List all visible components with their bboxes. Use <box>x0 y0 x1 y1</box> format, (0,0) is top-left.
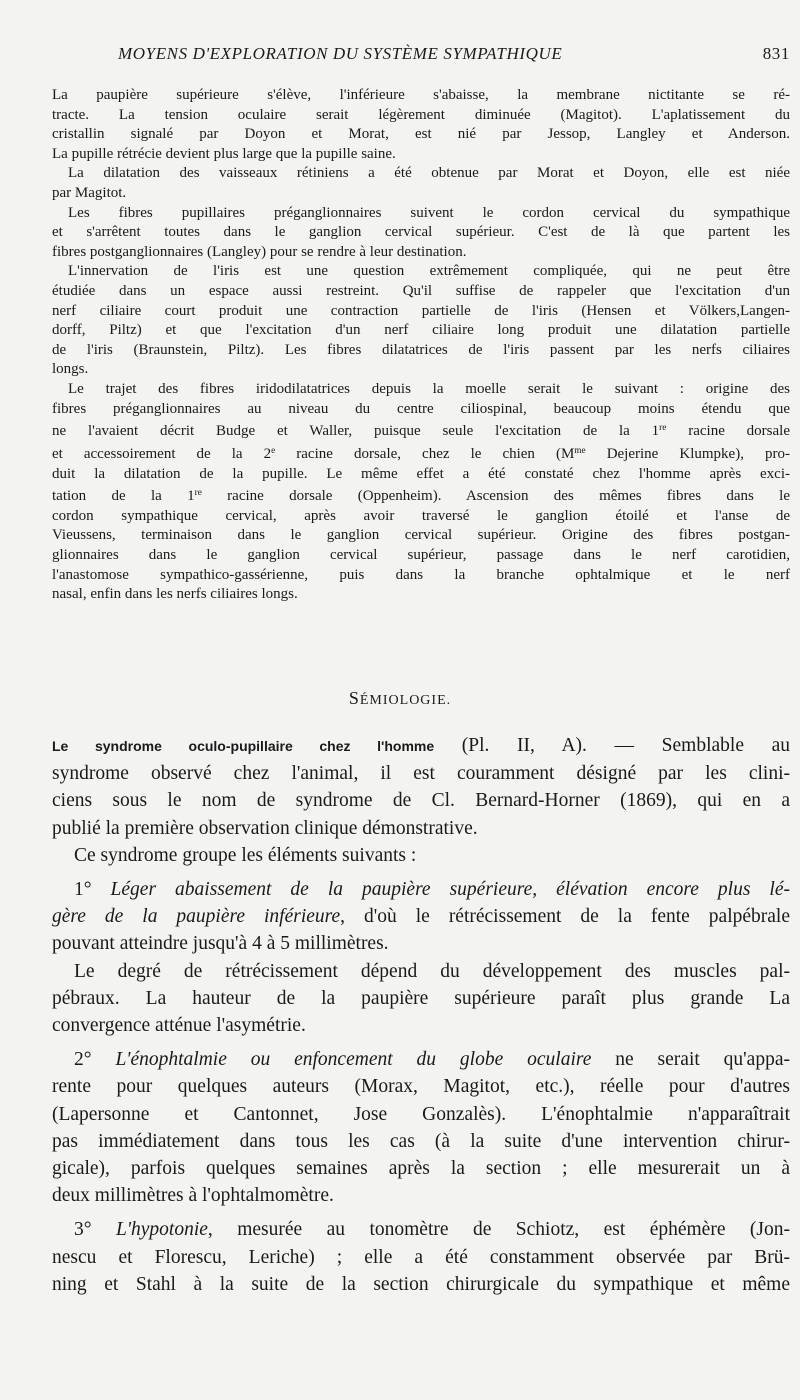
text-segment: 3° <box>74 1219 116 1241</box>
text-line <box>52 1046 790 1073</box>
italic-text: L'énophtalmie ou enfoncement du globe oculaire <box>115 1049 592 1071</box>
text-segment: et s'arrêtent toutes dans le ganglion cervical supérieur. C'est de là que partent les <box>52 224 790 241</box>
text-line <box>52 1012 790 1039</box>
text-line <box>52 985 790 1012</box>
text-segment: dorff, Piltz) et que l'excitation d'un nerf ciliaire long produit une dilatation partielle <box>52 322 790 339</box>
text-segment: étudiée dans un espace aussi restreint. Qu'il suffise de rappeler que l'excitation d'un <box>52 282 790 299</box>
text-segment: Ce syndrome groupe les éléments suivants : <box>74 844 417 866</box>
text-segment: nasal, enfin dans les nerfs ciliaires longs. <box>52 586 298 603</box>
superscript: re <box>659 423 667 434</box>
text-line <box>52 321 790 341</box>
superscript: re <box>194 488 202 499</box>
text-segment: cordon sympathique cervical, après avoir traversé le ganglion étoilé et l'anse de <box>52 507 790 524</box>
text-segment: deux millimètres à l'ophtalmomètre. <box>52 1185 334 1207</box>
text-segment: glionnaires dans le ganglion cervical supérieur, passage dans le nerf carotidien, <box>52 546 790 563</box>
text-line <box>52 1128 790 1155</box>
text-segment: et accessoirement de la 2 <box>52 445 272 462</box>
italic-text: L'hypotonie <box>115 1219 208 1241</box>
text-segment: fibres postganglionnaires (Langley) pour se rendre à leur destination. <box>52 243 467 260</box>
text-line <box>52 787 790 814</box>
text-segment: cristallin signalé par Doyon et Morat, est nié par Jessop, Langley et Anderson. <box>52 126 790 143</box>
text-line <box>52 842 790 869</box>
italic-text: Léger abaissement de la paupière supérieure, élévation encore plus lé- <box>110 879 790 901</box>
text-line <box>52 262 790 282</box>
text-segment: Dejerine Klumpke), pro- <box>585 445 790 462</box>
text-segment: ne l'avaient décrit Budge et Waller, puisque seule l'excitation de la 1 <box>52 423 660 440</box>
text-segment: rente pour quelques auteurs (Morax, Magitot, etc.), réelle pour d'autres <box>52 1076 790 1098</box>
bold-text: Le syndrome oculo-pupillaire chez l'homme <box>52 738 435 754</box>
text-line <box>52 341 790 361</box>
text-line <box>52 1244 790 1271</box>
superscript: e <box>271 445 276 456</box>
text-segment: La dilatation des vaisseaux rétiniens a été obtenue par Morat et Doyon, elle est niée <box>68 165 790 182</box>
text-line <box>52 106 790 126</box>
text-line <box>52 760 790 787</box>
text-segment: , mesurée au tonomètre de Schiotz, est éphémère (Jon- <box>207 1219 790 1241</box>
text-line <box>52 1101 790 1128</box>
text-segment: , d'où le rétrécissement de la fente palpébrale <box>340 906 790 928</box>
text-line <box>52 243 790 263</box>
text-segment: de l'iris (Braunstein, Piltz). Les fibres dilatatrices de l'iris passent par les nerfs ciliaires <box>52 341 790 358</box>
text-segment: (Pl. II, A). — Semblable au <box>434 735 790 756</box>
text-line <box>52 1155 790 1182</box>
text-segment: 1° <box>74 879 111 901</box>
text-line <box>52 86 790 106</box>
text-segment: ne serait qu'appa- <box>591 1049 790 1071</box>
text-line <box>52 282 790 302</box>
body-text-lower <box>52 732 790 1298</box>
text-line <box>52 302 790 322</box>
text-segment: nescu et Florescu, Leriche) ; elle a été constamment observée par Brü- <box>52 1246 790 1268</box>
text-line <box>52 1073 790 1100</box>
text-line <box>52 1216 790 1243</box>
text-line <box>52 184 790 204</box>
text-segment: pouvant atteindre jusqu'à 4 à 5 millimètres. <box>52 933 389 955</box>
text-line <box>52 360 790 380</box>
text-segment: La pupille rétrécie devient plus large que la pupille saine. <box>52 145 396 162</box>
body-text-upper <box>52 86 790 605</box>
text-segment: pas immédiatement dans tous les cas (à la suite d'une intervention chirur- <box>52 1130 790 1152</box>
text-line <box>52 145 790 165</box>
text-line <box>52 1271 790 1298</box>
text-segment: Vieussens, terminaison dans le ganglion cervical supérieur. Origine des fibres postgan- <box>52 527 790 544</box>
running-header <box>118 44 790 64</box>
text-line <box>52 484 790 507</box>
text-segment: Les fibres pupillaires préganglionnaires suivent le cordon cervical du sympathique <box>68 204 790 221</box>
text-line <box>52 442 790 465</box>
text-segment: La paupière supérieure s'élève, l'inférieure s'abaisse, la membrane nictitante se ré- <box>52 87 790 103</box>
text-segment: nerf ciliaire court produit une contraction partielle de l'iris (Hensen et Völkers,Langen- <box>52 302 790 319</box>
text-segment: publié la première observation clinique démonstrative. <box>52 817 478 839</box>
text-line <box>52 204 790 224</box>
text-segment: syndrome observé chez l'animal, il est couramment désigné par les clini- <box>52 763 790 785</box>
text-line <box>52 930 790 957</box>
text-segment: L'innervation de l'iris est une question extrêmement compliquée, qui ne peut être <box>68 263 790 280</box>
text-line <box>52 380 790 400</box>
text-line <box>52 526 790 546</box>
text-line <box>52 546 790 566</box>
text-segment: ning et Stahl à la suite de la section chirurgicale du sympathique et même <box>52 1273 790 1295</box>
text-line <box>52 958 790 985</box>
text-segment: racine dorsale (Oppenheim). Ascension des mêmes fibres dans le <box>201 488 790 505</box>
running-title: MOYENS D'EXPLORATION DU SYSTÈME SYMPATHIQUE <box>118 44 563 63</box>
text-line <box>52 585 790 605</box>
text-segment: (Lapersonne et Cantonnet, Jose Gonzalès). L'énophtalmie n'apparaîtrait <box>52 1103 790 1125</box>
text-line <box>52 419 790 442</box>
text-line <box>52 465 790 485</box>
section-heading-initial: S <box>348 688 360 708</box>
text-segment: longs. <box>52 361 89 378</box>
text-segment: ciens sous le nom de syndrome de Cl. Bernard-Horner (1869), qui en a <box>52 790 790 812</box>
text-line <box>52 732 790 760</box>
text-line <box>52 566 790 586</box>
text-segment: Le trajet des fibres iridodilatatrices depuis la moelle serait le suivant : origine des <box>68 380 790 397</box>
text-segment: fibres préganglionnaires au niveau du centre ciliospinal, beaucoup moins étendu que <box>52 400 790 417</box>
text-line <box>52 815 790 842</box>
text-segment: Le degré de rétrécissement dépend du développement des muscles pal- <box>74 960 790 982</box>
text-segment: l'anastomose sympathico-gassérienne, puis dans la branche ophtalmique et le nerf <box>52 566 790 583</box>
text-line <box>52 223 790 243</box>
section-heading <box>0 688 800 709</box>
page-number: 831 <box>762 44 790 63</box>
section-heading-rest: ÉMIOLOGIE. <box>359 693 452 708</box>
text-segment: 2° <box>74 1049 116 1071</box>
text-segment: tracte. La tension oculaire serait légèrement diminuée (Magitot). L'aplatissement du <box>52 106 790 123</box>
text-line <box>52 1182 790 1209</box>
text-segment: tation de la 1 <box>52 488 195 505</box>
text-segment: convergence atténue l'asymétrie. <box>52 1015 306 1037</box>
text-segment: racine dorsale, chez le chien (M <box>275 445 575 462</box>
text-line <box>52 400 790 420</box>
superscript: me <box>574 445 586 456</box>
text-segment: pébraux. La hauteur de la paupière supérieure paraît plus grande La <box>52 987 790 1009</box>
text-line <box>52 125 790 145</box>
text-line <box>52 164 790 184</box>
text-segment: par Magitot. <box>52 184 127 201</box>
text-line <box>52 903 790 930</box>
text-segment: duit la dilatation de la pupille. Le même effet a été constaté chez l'homme après exci- <box>52 465 790 482</box>
italic-text: gère de la paupière inférieure <box>52 906 341 928</box>
text-segment: gicale), parfois quelques semaines après la section ; elle mesurerait un à <box>52 1158 790 1180</box>
text-line <box>52 876 790 903</box>
text-segment: racine dorsale <box>666 423 790 440</box>
text-line <box>52 507 790 527</box>
